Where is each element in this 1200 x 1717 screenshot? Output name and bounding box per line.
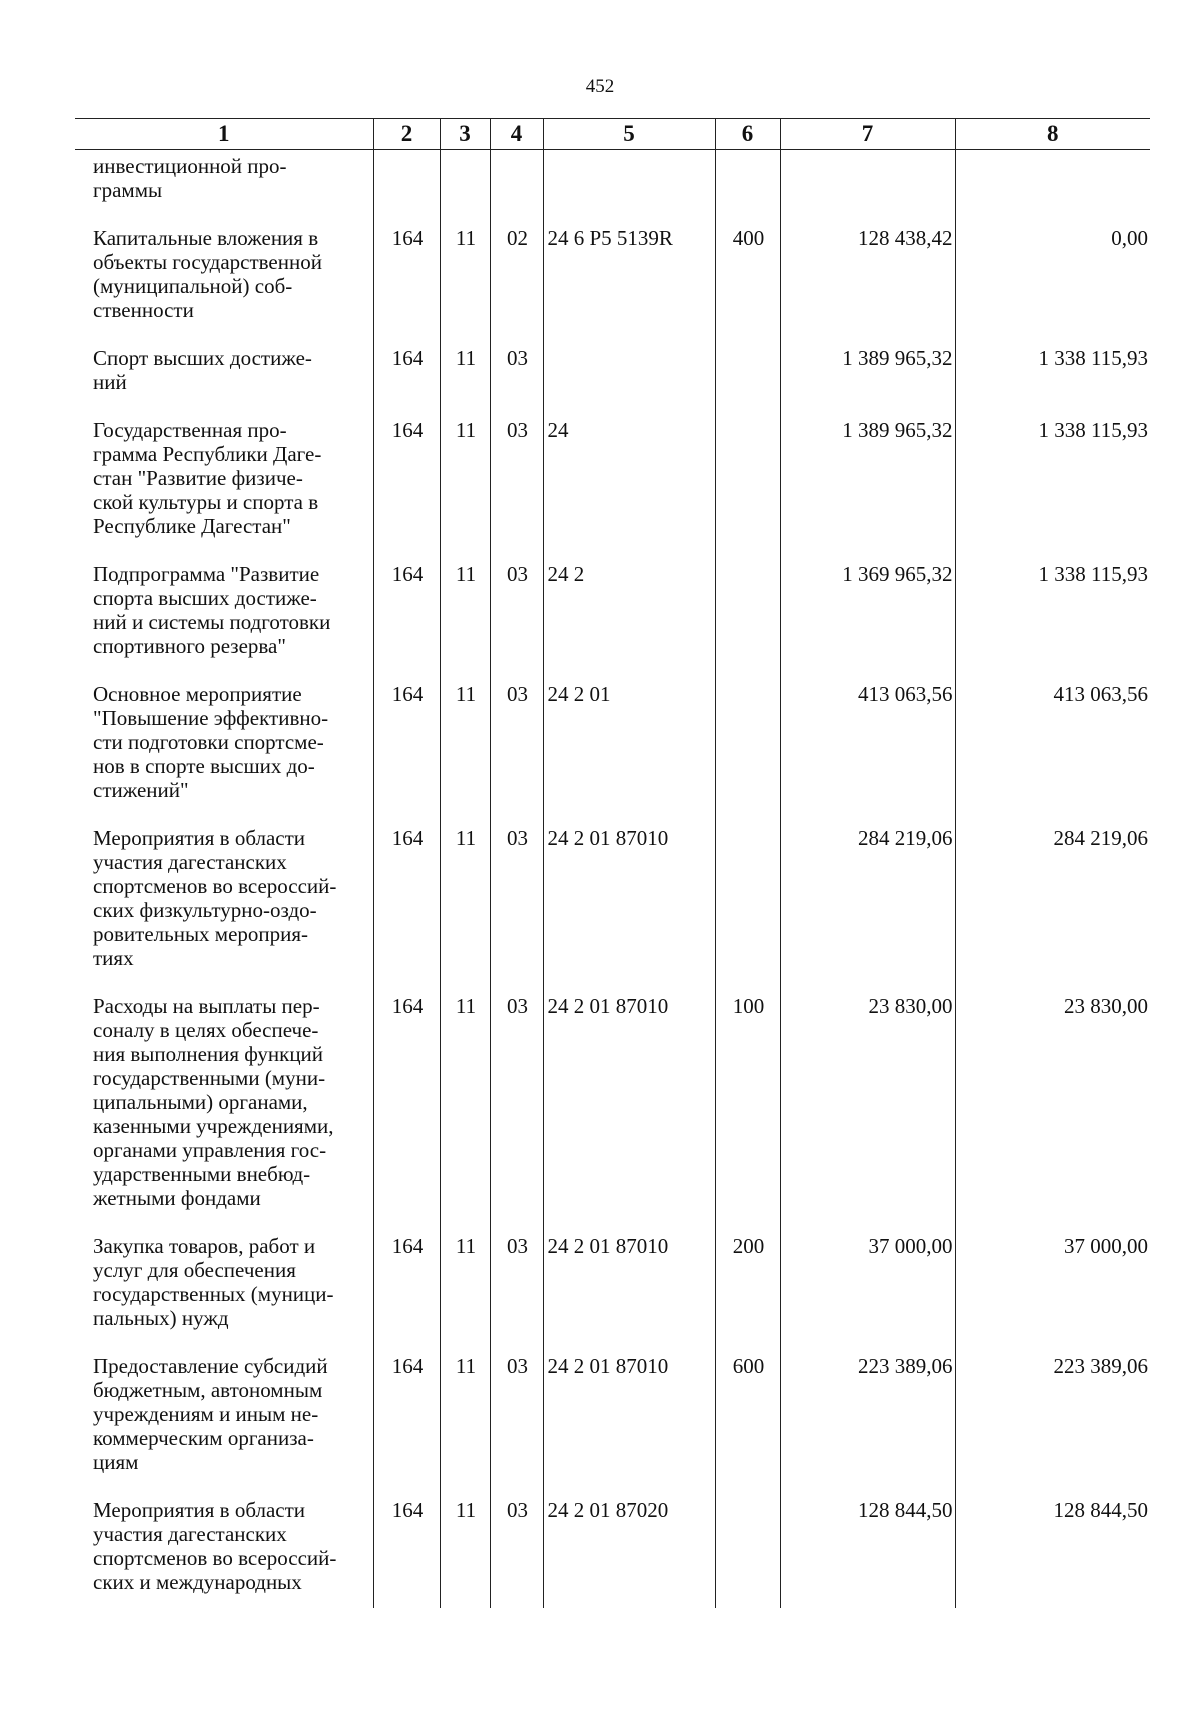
expense-type-code: 400 — [715, 216, 780, 336]
section-code — [440, 150, 490, 217]
ministry-code: 164 — [373, 552, 440, 672]
target-article-code: 24 6 Р5 5139R — [543, 216, 715, 336]
target-article-code — [543, 150, 715, 217]
expense-type-code — [715, 1488, 780, 1608]
target-article-code: 24 2 01 — [543, 672, 715, 816]
expense-name: Закупка товаров, работ и услуг для обеспечения государственных (муници- пальных) нужд — [93, 1234, 334, 1330]
budget-table — [75, 118, 1150, 1608]
expense-type-code: 200 — [715, 1224, 780, 1344]
target-article-code: 24 2 01 87020 — [543, 1488, 715, 1608]
amount-col8: 223 389,06 — [955, 1344, 1150, 1488]
ministry-code: 164 — [373, 336, 440, 408]
section-code: 11 — [440, 984, 490, 1224]
amount-col7: 223 389,06 — [780, 1344, 955, 1488]
amount-col7: 413 063,56 — [780, 672, 955, 816]
expense-name: Расходы на выплаты пер- соналу в целях обеспече- ния выполнения функций государственными (муни- ципальными) органами, казенными учреждениями, органами управления гос- ударственными внебюд- жетными фондами — [93, 994, 334, 1210]
ministry-code: 164 — [373, 216, 440, 336]
header-row — [75, 119, 1150, 150]
expense-type-code — [715, 816, 780, 984]
ministry-code: 164 — [373, 408, 440, 552]
amount-col8: 128 844,50 — [955, 1488, 1150, 1608]
subsection-code: 03 — [490, 816, 543, 984]
table-row — [75, 408, 1150, 552]
column-header: 1 — [75, 119, 373, 150]
amount-col7: 128 844,50 — [780, 1488, 955, 1608]
expense-name: Мероприятия в области участия дагестанских спортсменов во всероссий- ских и международных — [93, 1498, 337, 1594]
column-header: 4 — [490, 119, 543, 150]
target-article-code — [543, 336, 715, 408]
expense-type-code — [715, 672, 780, 816]
subsection-code: 03 — [490, 408, 543, 552]
expense-name: инвестиционной про- граммы — [93, 154, 287, 202]
amount-col7: 1 389 965,32 — [780, 336, 955, 408]
amount-col8: 37 000,00 — [955, 1224, 1150, 1344]
amount-col7: 284 219,06 — [780, 816, 955, 984]
amount-col7: 23 830,00 — [780, 984, 955, 1224]
expense-name: Государственная про- грамма Республики Даге- стан "Развитие физиче- ской культуры и спорта в Республике Дагестан" — [93, 418, 322, 538]
expense-type-code: 600 — [715, 1344, 780, 1488]
expense-name: Основное мероприятие "Повышение эффективно- сти подготовки спортсме- нов в спорте высших до- стижений" — [93, 682, 329, 802]
expense-type-code — [715, 552, 780, 672]
amount-col7: 1 389 965,32 — [780, 408, 955, 552]
table-row — [75, 552, 1150, 672]
section-code: 11 — [440, 216, 490, 336]
expense-type-code — [715, 336, 780, 408]
table-row — [75, 1344, 1150, 1488]
amount-col7: 128 438,42 — [780, 216, 955, 336]
table-row — [75, 1488, 1150, 1608]
section-code: 11 — [440, 672, 490, 816]
amount-col8: 284 219,06 — [955, 816, 1150, 984]
subsection-code: 03 — [490, 1224, 543, 1344]
column-header: 2 — [373, 119, 440, 150]
table-row — [75, 150, 1150, 217]
expense-type-code: 100 — [715, 984, 780, 1224]
amount-col7: 1 369 965,32 — [780, 552, 955, 672]
amount-col8: 1 338 115,93 — [955, 552, 1150, 672]
section-code: 11 — [440, 816, 490, 984]
expense-type-code — [715, 408, 780, 552]
subsection-code: 03 — [490, 336, 543, 408]
amount-col8 — [955, 150, 1150, 217]
column-header: 3 — [440, 119, 490, 150]
section-code: 11 — [440, 336, 490, 408]
table-row — [75, 216, 1150, 336]
subsection-code: 03 — [490, 984, 543, 1224]
table-row — [75, 1224, 1150, 1344]
amount-col8: 1 338 115,93 — [955, 408, 1150, 552]
ministry-code: 164 — [373, 1488, 440, 1608]
table-row — [75, 816, 1150, 984]
amount-col8: 413 063,56 — [955, 672, 1150, 816]
section-code: 11 — [440, 1488, 490, 1608]
ministry-code: 164 — [373, 1224, 440, 1344]
target-article-code: 24 2 01 87010 — [543, 1224, 715, 1344]
subsection-code: 02 — [490, 216, 543, 336]
ministry-code: 164 — [373, 1344, 440, 1488]
expense-name: Капитальные вложения в объекты государственной (муниципальной) соб- ственности — [93, 226, 322, 322]
target-article-code: 24 2 — [543, 552, 715, 672]
expense-name: Предоставление субсидий бюджетным, автономным учреждениям и иным не- коммерческим организа- циям — [93, 1354, 328, 1474]
target-article-code: 24 2 01 87010 — [543, 816, 715, 984]
page-number: 452 — [585, 76, 615, 97]
table-row — [75, 984, 1150, 1224]
expense-name: Подпрограмма "Развитие спорта высших достиже- ний и системы подготовки спортивного резерва" — [93, 562, 331, 658]
subsection-code: 03 — [490, 1488, 543, 1608]
subsection-code: 03 — [490, 552, 543, 672]
ministry-code: 164 — [373, 672, 440, 816]
expense-name: Спорт высших достиже- ний — [93, 346, 312, 394]
section-code: 11 — [440, 1344, 490, 1488]
amount-col8: 1 338 115,93 — [955, 336, 1150, 408]
ministry-code: 164 — [373, 816, 440, 984]
subsection-code — [490, 150, 543, 217]
section-code: 11 — [440, 408, 490, 552]
section-code: 11 — [440, 552, 490, 672]
column-header: 8 — [955, 119, 1150, 150]
amount-col7: 37 000,00 — [780, 1224, 955, 1344]
column-header: 5 — [543, 119, 715, 150]
ministry-code: 164 — [373, 984, 440, 1224]
subsection-code: 03 — [490, 672, 543, 816]
expense-name: Мероприятия в области участия дагестанских спортсменов во всероссий- ских физкультурно-оздо- ровительных мероприя- тиях — [93, 826, 337, 970]
target-article-code: 24 2 01 87010 — [543, 1344, 715, 1488]
ministry-code — [373, 150, 440, 217]
expense-type-code — [715, 150, 780, 217]
target-article-code: 24 2 01 87010 — [543, 984, 715, 1224]
subsection-code: 03 — [490, 1344, 543, 1488]
table-row — [75, 336, 1150, 408]
column-header: 7 — [780, 119, 955, 150]
section-code: 11 — [440, 1224, 490, 1344]
table-row — [75, 672, 1150, 816]
amount-col8: 0,00 — [955, 216, 1150, 336]
amount-col8: 23 830,00 — [955, 984, 1150, 1224]
column-header: 6 — [715, 119, 780, 150]
target-article-code: 24 — [543, 408, 715, 552]
amount-col7 — [780, 150, 955, 217]
